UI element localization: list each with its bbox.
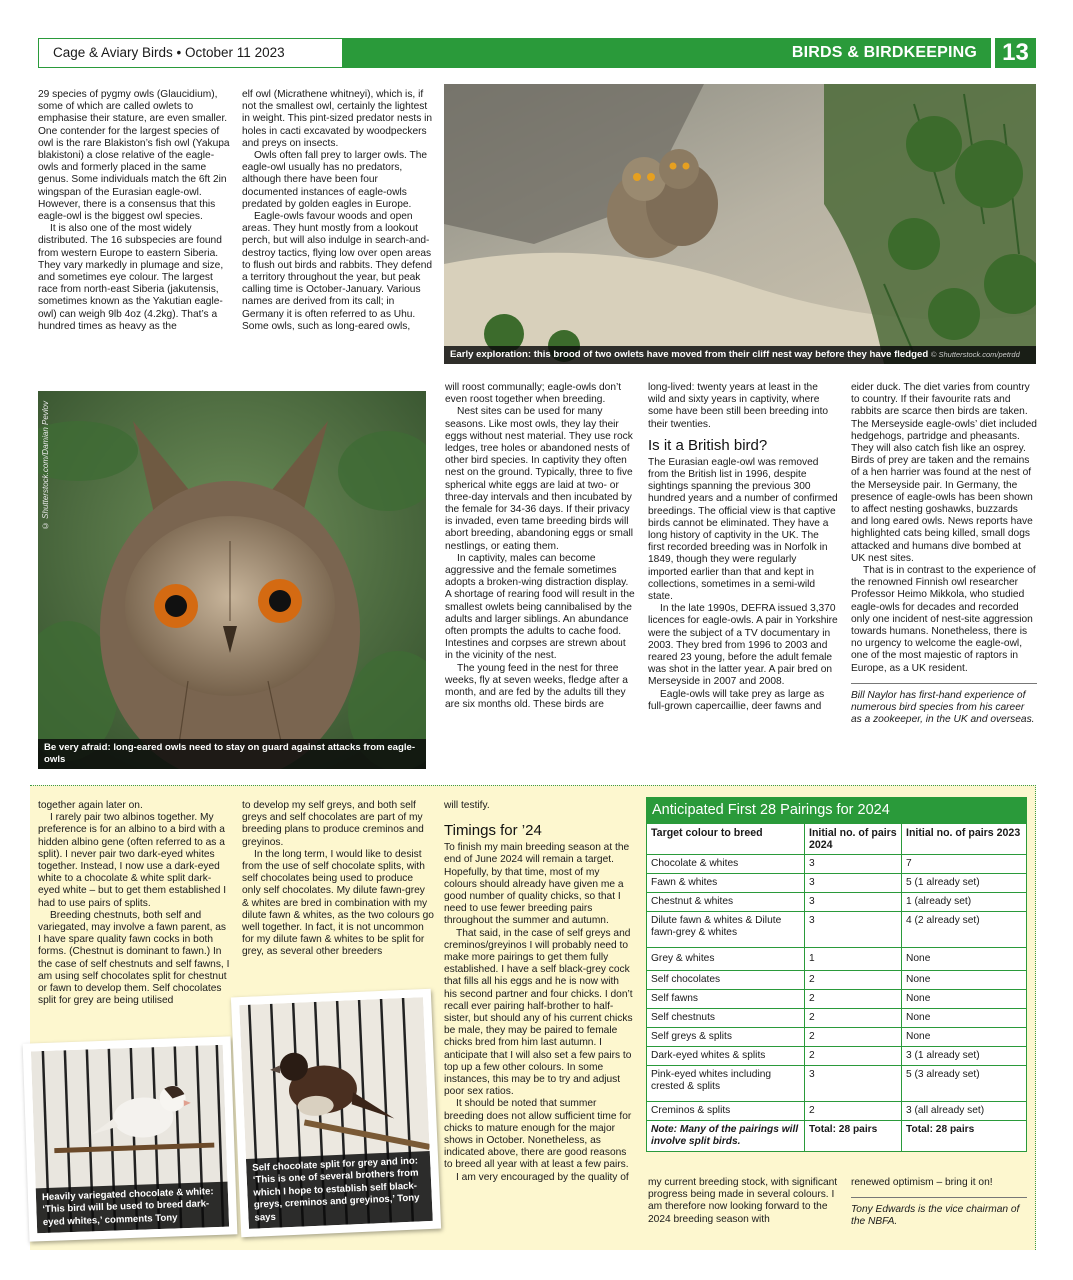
cage-photo-2 [231, 989, 441, 1237]
table-note-row [647, 1121, 1027, 1152]
table-row [647, 912, 1027, 948]
table-cell: 2 [805, 1047, 902, 1066]
photo-credit: © Shutterstock.com/Damian Pevlov [41, 401, 50, 531]
breeding-column-2 [242, 800, 434, 959]
paragraph: Breeding chestnuts, both self and variegated, may involve a fawn parent, as I have spare quality fawn cocks in both forms. (Chestnut is dominant to fawn.) In the case of self chestnuts and self fawns, I am using self chocolates split for chestnut or fawn to develop them. Self chocolates split for grey are being utilised [38, 909, 230, 1007]
table-row [647, 1028, 1027, 1047]
table-cell: Pink-eyed whites including crested & splits [647, 1066, 805, 1102]
pairings-table-box [646, 797, 1027, 1152]
subheading: Is it a British bird? [648, 436, 768, 454]
table-cell: 2 [805, 1028, 902, 1047]
table-row [647, 990, 1027, 1009]
paragraph: elf owl (Micrathene whitneyi), which is, if not the smallest owl, certainly the lightest in weight. This pint-sized predator nests in holes in cacti excavated by woodpeckers and preys on insects. [242, 89, 433, 149]
breeding-column-4 [648, 1177, 838, 1226]
table-cell: Self chocolates [647, 971, 805, 990]
table-cell: 5 (1 already set) [902, 874, 1027, 893]
paragraph: That said, in the case of self greys and creminos/greyinos I will probably need to make more pairings to get them fully established. I have a self black-grey cock that fills all his eggs and he is now with his second partner and four chicks. I don’t recall ever pairing half-brother to half-sister, but should any of his current chicks be male, they may be paired to female chicks bred from him last autumn. I anticipate that I will also set a few pairs to top up a few other colours. In some instances, this may be to try and adjust poor sex ratios. [444, 927, 633, 1098]
table-row [647, 1047, 1027, 1066]
table-cell: Self greys & splits [647, 1028, 805, 1047]
table-cell: Chocolate & whites [647, 855, 805, 874]
table-cell: Creminos & splits [647, 1102, 805, 1121]
table-row [647, 971, 1027, 990]
breeding-column-3 [444, 800, 634, 1184]
paragraph: will testify. [444, 800, 490, 811]
paragraph: renewed optimism – bring it on! [851, 1177, 993, 1188]
table-title: Anticipated First 28 Pairings for 2024 [646, 797, 1027, 823]
article-column-2 [242, 89, 434, 333]
table-cell: Dilute fawn & whites & Dilute fawn-grey & whites [647, 912, 805, 948]
table-row [647, 874, 1027, 893]
cage-photo-caption: Heavily variegated chocolate & white: ‘This bird will be used to breed dark-eyed whites,’ comments Tony [36, 1181, 229, 1233]
table-cell: 3 [805, 874, 902, 893]
table-cell: 3 (all already set) [902, 1102, 1027, 1121]
table-cell: 2 [805, 971, 902, 990]
owlets-caption [444, 346, 1036, 364]
table-cell: 2 [805, 1102, 902, 1121]
breeding-column-1 [38, 800, 230, 1007]
paragraph: It should be noted that summer breeding does not allow sufficient time for chicks to mature enough for the major shows in October. Nonetheless, as indicated above, there are good reasons to breed all year with at least a few pairs. [444, 1098, 632, 1171]
table-cell: 3 [805, 1066, 902, 1102]
table-cell: None [902, 1028, 1027, 1047]
pairings-table [646, 823, 1027, 1152]
long-eared-owl-photo [38, 391, 426, 769]
paragraph: To finish my main breeding season at the end of June 2024 will remain a target. Hopefully, by that time, most of my colours should already have given me a good number of quality chicks, so that I need to use fewer breeding pairs throughout the summer and autumn. [444, 842, 630, 927]
paragraph: Eagle-owls will take prey as large as full-grown capercaillie, deer fawns and [648, 688, 825, 712]
table-row [647, 1102, 1027, 1121]
table-cell: Chestnut & whites [647, 893, 805, 912]
subheading: Timings for ’24 [444, 822, 542, 840]
section-title: BIRDS & BIRDKEEPING [343, 38, 991, 68]
article-column-1 [38, 89, 230, 333]
table-cell: Self chestnuts [647, 1009, 805, 1028]
paragraph: 29 species of pygmy owls (Glaucidium), some of which are called owlets to emphasise their stature, are even smaller. One contender for the largest species of owl is the rare Blakiston’s fish owl (Yakupa blakistoni) a close relative of the eagle-owls and formerly placed in the same genus. Some individuals match the 6ft 2in wingspan of the Eurasian eagle-owl. However, there is a consensus that this eagle-owl is the biggest owl species. [38, 89, 230, 223]
divider [851, 683, 1037, 684]
long-eared-owl-image [38, 391, 426, 769]
table-header-row [647, 824, 1027, 855]
paragraph: It is also one of the most widely distributed. The 16 subspecies are found from western Europe to eastern Siberia. They vary markedly in plumage and size, and sometimes eye colour. The largest race from north-east Siberia (jakutensis, sometimes known as the Yakutian eagle-owl) can weigh 9lb 4oz (4.2kg). That’s a hundred times as heavy as the [38, 223, 224, 332]
paragraph: In captivity, males can become aggressive and the female sometimes adopts a broken-wing distraction display. A shortage of rearing food will result in the smallest owlets being cannibalised by the adults and larger siblings. An abundance often prompts the adults to cache food. Intestines and corpses are strewn about in the vicinity of the nest. [445, 552, 635, 662]
author-bio: Bill Naylor has first-hand experience of numerous bird species from his career as a zookeeper, in the UK and overseas. [851, 689, 1035, 726]
owlets-image [444, 84, 1036, 364]
table-cell: Self fawns [647, 990, 805, 1009]
cage-photo-frame [31, 1045, 229, 1234]
table-cell: 2 [805, 1009, 902, 1028]
article-column-5 [851, 382, 1037, 726]
cage-photo-caption: Self chocolate split for grey and ino: ‘This is one of several brothers from which I hope to establish self black-greys, creminos and greyinos,’ Tony says [246, 1150, 433, 1228]
paragraph: Nest sites can be used for many seasons. Like most owls, they lay their eggs without nest material. They use rock ledges, tree holes or abandoned nests of other bird species. In captivity they often nest on the ground. Typically, three to five spherical white eggs are laid at two- or three-day intervals and then incubated by the female for 34-36 days. If their privacy is invaded, even tame breeding birds will abort breeding, abandoning eggs or small nestlings, or eating them. [445, 406, 634, 552]
table-row [647, 1009, 1027, 1028]
paragraph: will roost communally; eagle-owls don’t even roost together when breeding. [445, 382, 622, 406]
table-cell: None [902, 971, 1027, 990]
table-cell: 3 [805, 912, 902, 948]
table-row [647, 855, 1027, 874]
article-column-4 [648, 382, 838, 713]
table-cell: Fawn & whites [647, 874, 805, 893]
table-cell: 4 (2 already set) [902, 912, 1027, 948]
table-cell: 5 (3 already set) [902, 1066, 1027, 1102]
paragraph: long-lived: twenty years at least in the wild and sixty years in captivity, where some have been still been breeding into their twenties. [648, 382, 829, 430]
paragraph: Eagle-owls favour woods and open areas. They hunt mostly from a lookout perch, but will also indulge in search-and-destroy tactics, flying low over open areas to flush out birds and rabbits. They defend a territory throughout the year, but peak calling time is October-January. Various names are derived from its call; in Germany it is often referred to as Uhu. Some owls, such as long-eared owls, [242, 211, 433, 332]
caption-text: Early exploration: this brood of two owlets have moved from their cliff nest way before they have fledged [450, 349, 929, 360]
photo-credit: © Shutterstock.com/petrdd [930, 350, 1020, 359]
table-header: Initial no. of pairs 2024 [805, 824, 902, 855]
table-cell: Grey & whites [647, 948, 805, 971]
table-cell: 3 [805, 855, 902, 874]
table-cell: None [902, 990, 1027, 1009]
table-row [647, 1066, 1027, 1102]
owlets-photo [444, 84, 1036, 364]
page-header [38, 38, 1036, 68]
table-cell: Dark-eyed whites & splits [647, 1047, 805, 1066]
paragraph: eider duck. The diet varies from country to country. If their favourite rats and rabbits are scarce then birds are taken. The Merseyside eagle-owls’ diet included hedgehogs, partridge and pheasants. They will also catch fish like an osprey. Birds of prey are taken and the remains of a hen harrier was found at the nest of the Merseyside pair. In Germany, the presence of eagle-owls has been shown to affect nesting goshawks, buzzards and long eared owls. News reports have highlighted cats being killed, small dogs attacked and humans dive bombed at UK nest sites. [851, 382, 1037, 564]
table-header: Initial no. of pairs 2023 [902, 824, 1027, 855]
table-cell: 1 (already set) [902, 893, 1027, 912]
table-row [647, 893, 1027, 912]
table-cell: None [902, 1009, 1027, 1028]
paragraph: The Eurasian eagle-owl was removed from the British list in 1996, despite sightings spanning the previous 300 hundred years and a number of confirmed breedings. The official view is that captive birds cannot be eliminated. They have a long history of captivity in the UK. The first recorded breeding was in Norfolk in 1849, though they were regularly imported earlier than that and kept in collections, sometimes in a semi-wild state. [648, 456, 838, 603]
paragraph: Owls often fall prey to larger owls. The eagle-owl usually has no predators, although there have been four documented instances of eagle-owls predated by golden eagles in Europe. [242, 150, 428, 210]
table-total: Total: 28 pairs [805, 1121, 902, 1152]
paragraph: my current breeding stock, with significant progress being made in several colours. I am therefore now looking forward to the 2024 breeding season with [648, 1177, 838, 1225]
long-eared-owl-caption: Be very afraid: long-eared owls need to stay on guard against attacks from eagle-owls [38, 739, 426, 769]
table-note: Note: Many of the pairings will involve split birds. [647, 1121, 805, 1152]
cage-photo-1 [23, 1036, 238, 1241]
table-cell: None [902, 948, 1027, 971]
paragraph: to develop my self greys, and both self greys and self chocolates are part of my breeding plans to produce creminos and greyinos. [242, 800, 424, 848]
publication-title: Cage & Aviary Birds • October 11 2023 [38, 38, 343, 68]
table-cell: 2 [805, 990, 902, 1009]
cage-photo-frame [239, 997, 433, 1229]
breeding-column-5 [851, 1177, 1027, 1229]
paragraph: I am very encouraged by the quality of [456, 1171, 629, 1183]
table-row [647, 948, 1027, 971]
paragraph: I rarely pair two albinos together. My preference is for an albino to a bird with a hidden albino gene (often referred to as a split). I never pair two dark-eyed whites together. Instead, I now use a dark-eyed white to a chocolate & white split dark-eyed white – but to get them established I had to use pairs of splits. [38, 812, 227, 909]
table-header: Target colour to breed [647, 824, 805, 855]
table-cell: 3 [805, 893, 902, 912]
table-cell: 3 (1 already set) [902, 1047, 1027, 1066]
table-cell: 7 [902, 855, 1027, 874]
author-bio: Tony Edwards is the vice chairman of the NBFA. [851, 1204, 1020, 1228]
table-cell: 1 [805, 948, 902, 971]
paragraph: That is in contrast to the experience of the renowned Finnish owl researcher Professor Heimo Mikkola, who studied eagle-owls for decades and recorded only one incident of nest-site aggression towards humans. Nonetheless, there is no urgency to welcome the eagle-owl, one of the most majestic of raptors in Europe, as a UK resident. [851, 565, 1036, 674]
paragraph: The young feed in the nest for three weeks, fly at seven weeks, fledge after a month, and are fed by the adults till they are six months old. These birds are [445, 662, 628, 711]
table-total: Total: 28 pairs [902, 1121, 1027, 1152]
divider [851, 1197, 1027, 1198]
article-column-3 [445, 382, 635, 711]
paragraph: together again later on. [38, 800, 143, 811]
page-number: 13 [991, 38, 1036, 68]
paragraph: In the long term, I would like to desist from the use of self chocolate splits, with self chocolates being used to produce only self chocolates. My dilute fawn-grey & whites are bred in combination with my dilute fawn & whites, as the two colours go well together. In fact, it is not uncommon for my dilute fawn & whites to be split for grey, as several other breeders [242, 848, 434, 958]
paragraph: In the late 1990s, DEFRA issued 3,370 licences for eagle-owls. A pair in Yorkshire were the subject of a TV documentary in 2003. They bred from 1996 to 2003 and reared 23 young, before the adult female was shot in the latter year. A pair bred on Merseyside in 2007 and 2008. [648, 603, 838, 688]
